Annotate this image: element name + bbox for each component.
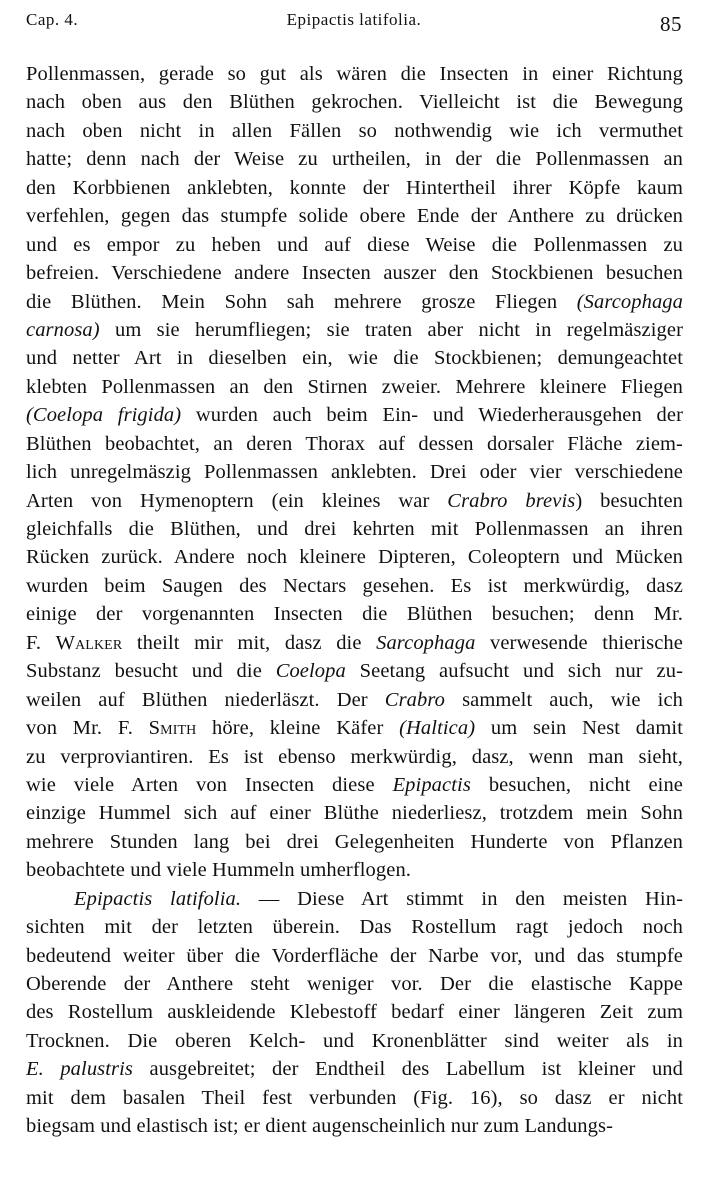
text-segment: Trocknen. Die oberen Kelch- und Kronenblätter sind weiter als in: [26, 1029, 683, 1052]
italic-term: Sarcophaga: [376, 631, 476, 654]
text-segment: des Rostellum auskleidende Klebestoff bedarf einer längeren Zeit zum: [26, 1001, 683, 1024]
text-line: [26, 657, 683, 685]
chapter-label: Cap. 4.: [26, 10, 79, 29]
text-line: [26, 117, 683, 145]
text-segment: wurden auch beim Ein- und Wiederherausgehen der: [181, 404, 683, 427]
text-line: [26, 487, 683, 515]
text-line: [26, 515, 683, 543]
text-line: [26, 1027, 683, 1055]
text-segment: Pollenmassen, gerade so gut als wären die Insecten in einer Richtung: [26, 63, 683, 85]
text-segment: den Korbbienen anklebten, konnte der Hintertheil ihrer Köpfe kaum: [26, 176, 683, 199]
italic-term: E. palustris: [26, 1058, 134, 1081]
text-line: [26, 998, 683, 1026]
text-segment: theilt mir mit, dasz die: [122, 631, 377, 654]
text-segment: Seetang aufsucht und sich nur zu-: [345, 660, 683, 683]
page-number: 85: [660, 12, 682, 36]
text-segment: um sie herumfliegen; sie traten aber nicht in regelmäsziger: [99, 318, 683, 341]
text-segment: biegsam und elastisch ist; er dient augenscheinlich nur zum Landungs-: [26, 1115, 614, 1138]
text-line: [26, 458, 683, 486]
text-segment: nach oben aus den Blüthen gekrochen. Vielleicht ist die Bewegung: [26, 91, 683, 114]
text-line: [26, 145, 683, 173]
text-line: [26, 828, 683, 856]
text-line: [26, 231, 683, 259]
italic-term: Epipactis latifolia.: [74, 887, 242, 910]
text-segment: wie viele Arten von Insecten diese: [26, 773, 393, 796]
text-segment: höre, kleine Käfer: [196, 717, 400, 740]
text-segment: von Mr. F.: [26, 717, 149, 740]
text-line: [26, 401, 683, 429]
text-line: [26, 174, 683, 202]
text-line: [26, 970, 683, 998]
text-segment: besuchen, nicht eine: [470, 773, 683, 796]
text-line: [26, 686, 683, 714]
body-text: [26, 60, 683, 1141]
italic-term: Coelopa: [275, 660, 346, 683]
text-line: [26, 60, 683, 88]
text-segment: klebten Pollenmassen an den Stirnen zweier. Mehrere kleinere Fliegen: [26, 375, 683, 398]
text-line: [26, 1055, 683, 1083]
text-segment: Substanz besucht und die: [26, 660, 276, 683]
text-segment: mehrere Stunden lang bei drei Gelegenheiten Hunderte von Pflanzen: [26, 830, 683, 853]
text-segment: sammelt auch, wie ich: [445, 688, 683, 711]
smallcaps-name: Walker: [55, 631, 123, 654]
text-segment: sichten mit der letzten überein. Das Rostellum ragt jedoch noch: [26, 916, 683, 939]
text-segment: Arten von Hymenoptern (ein kleines war: [26, 489, 448, 512]
text-line: [26, 373, 683, 401]
text-segment: mit dem basalen Theil fest verbunden (Fig. 16), so dasz er nicht: [26, 1086, 683, 1109]
text-line: [26, 600, 683, 628]
smallcaps-name: Smith: [148, 717, 197, 740]
text-line: [26, 430, 683, 458]
text-segment: gleichfalls die Blüthen, und drei kehrten mit Pollenmassen an ihren: [26, 518, 683, 540]
text-line: [26, 543, 683, 571]
text-segment: hatte; denn nach der Weise zu urtheilen, in der die Pollenmassen an: [26, 148, 683, 171]
italic-term: Epipactis: [392, 773, 471, 796]
italic-term: (Coelopa frigida): [26, 404, 182, 427]
text-segment: verfehlen, gegen das stumpfe solide obere Ende der Anthere zu drücken: [26, 205, 683, 228]
text-segment: Blüthen beobachtet, an deren Thorax auf dessen dorsaler Fläche ziem-: [26, 432, 683, 455]
text-line: [26, 771, 683, 799]
text-segment: bedeutend weiter über die Vorderfläche der Narbe vor, und das stumpfe: [26, 944, 683, 967]
text-segment: Rücken zurück. Andere noch kleinere Dipteren, Coleoptern und Mücken: [26, 546, 683, 569]
text-segment: nach oben nicht in allen Fällen so nothwendig wie ich vermuthet: [26, 119, 683, 142]
text-segment: Oberende der Anthere steht weniger vor. Der die elastische Kappe: [26, 973, 683, 995]
text-line: [26, 1112, 683, 1140]
italic-term: carnosa): [26, 318, 100, 341]
text-segment: verwesende thierische: [475, 631, 683, 654]
text-line: [26, 88, 683, 116]
text-segment: und es empor zu heben und auf diese Weise die Pollenmassen zu: [26, 233, 683, 256]
text-line: [26, 316, 683, 344]
italic-term: (Sarcophaga: [576, 290, 683, 313]
text-segment: zu verproviantiren. Es ist ebenso merkwürdig, dasz, wenn man sieht,: [26, 745, 683, 768]
text-segment: wurden beim Saugen des Nectars gesehen. Es ist merkwürdig, dasz: [26, 574, 683, 597]
text-segment: beobachtete und viele Hummeln umherflogen.: [26, 859, 412, 882]
text-segment: die Blüthen. Mein Sohn sah mehrere grosze Fliegen: [26, 290, 577, 313]
text-segment: um sein Nest damit: [475, 717, 683, 740]
running-title: Epipactis latifolia.: [286, 10, 422, 29]
text-line: [26, 288, 683, 316]
text-segment: einige der vorgenannten Insecten die Blüthen besuchen; denn Mr.: [26, 603, 683, 626]
text-line: [26, 572, 683, 600]
text-line: [26, 714, 683, 742]
text-segment: einzige Hummel sich auf einer Blüthe niederliesz, trotzdem mein Sohn: [26, 802, 683, 825]
text-line: [26, 856, 683, 884]
text-segment: und netter Art in dieselben ein, wie die Stockbienen; demungeachtet: [26, 347, 683, 370]
italic-term: Crabro brevis: [447, 489, 576, 512]
text-line: [26, 1084, 683, 1112]
text-line: [26, 629, 683, 657]
text-line: [26, 743, 683, 771]
text-line: [26, 885, 683, 913]
text-line: [26, 259, 683, 287]
text-segment: ausgebreitet; der Endtheil des Labellum ist kleiner und: [133, 1058, 683, 1081]
text-segment: weilen auf Blüthen niederläszt. Der: [26, 688, 385, 711]
text-line: [26, 942, 683, 970]
text-line: [26, 202, 683, 230]
running-header: [26, 6, 682, 36]
text-segment: F.: [26, 631, 56, 654]
text-segment: lich unregelmäszig Pollenmassen anklebten. Drei oder vier verschiedene: [26, 461, 683, 484]
text-segment: befreien. Verschiedene andere Insecten auszer den Stockbienen besuchen: [26, 262, 683, 285]
text-line: [26, 344, 683, 372]
text-line: [26, 799, 683, 827]
italic-term: (Haltica): [399, 717, 476, 740]
text-segment: — Diese Art stimmt in den meisten Hin-: [241, 887, 683, 910]
text-line: [26, 913, 683, 941]
text-segment: ) besuchten: [575, 489, 683, 512]
italic-term: Crabro: [384, 688, 446, 711]
